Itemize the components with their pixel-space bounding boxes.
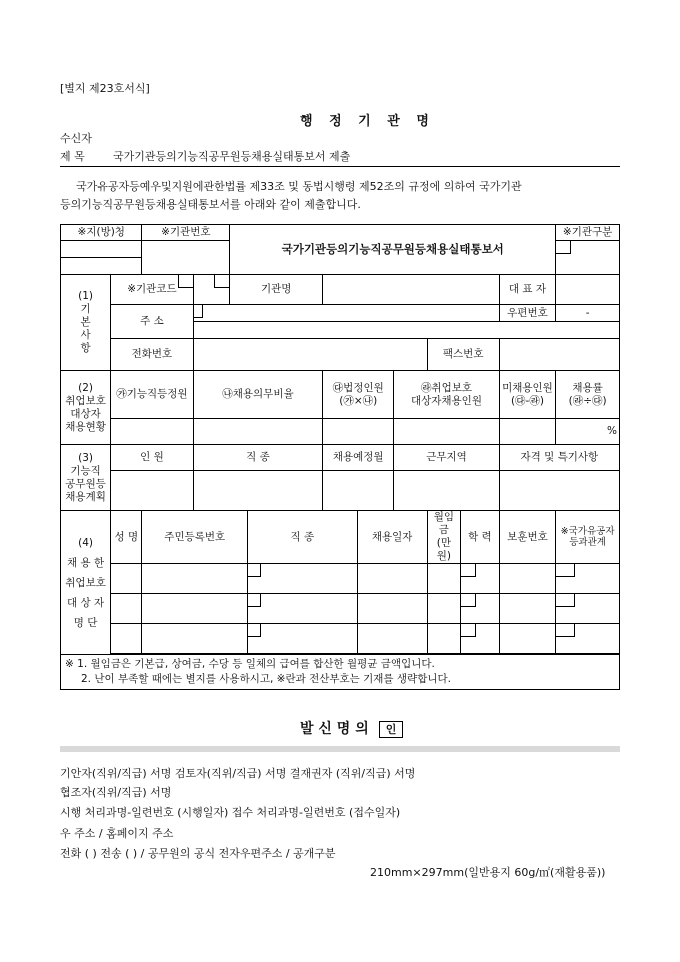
- region-input[interactable]: [61, 241, 142, 258]
- postal-input[interactable]: -: [556, 305, 620, 322]
- subject-text: 국가기관등의기능직공무원등채용실태통보서 제출: [113, 150, 351, 163]
- table-row[interactable]: [111, 624, 142, 654]
- legal-count-label: ㉰법정인원 (㉮×㉯): [323, 371, 394, 419]
- plan-job-label: 직 종: [193, 445, 323, 471]
- plan-region-label: 근무지역: [394, 445, 499, 471]
- hired-count-label: ㉱취업보호 대상자채용인원: [394, 371, 499, 419]
- recipient-label: 수신자: [60, 132, 92, 145]
- plan-count-label: 인 원: [111, 445, 194, 471]
- hire-date-label: 채용일자: [357, 511, 427, 564]
- section4-label: (4) 채 용 한 취업보호 대 상 자 명 단: [61, 511, 111, 655]
- fax-label: 팩스번호: [427, 339, 499, 371]
- sender-bar: [60, 746, 620, 752]
- representative-label: 대 표 자: [499, 275, 555, 305]
- footer-line1: 기안자(직위/직급) 서명 검토자(직위/직급) 서명 결재권자 (직위/직급) 서명: [60, 767, 416, 780]
- plan-region-input[interactable]: [394, 471, 499, 511]
- table-row[interactable]: [111, 594, 142, 624]
- plan-month-label: 채용예정월: [323, 445, 394, 471]
- region-input-lower[interactable]: [61, 258, 142, 275]
- ratio-label: ㉯채용의무비율: [193, 371, 323, 419]
- paper-spec: 210mm×297mm(일반용지 60g/㎡(재활용품)): [370, 866, 606, 879]
- form-number: [별지 제23호서식]: [60, 82, 150, 95]
- note-2: 2. 난이 부족할 때에는 별지를 사용하시고, ※란과 전산부호는 기재를 생략합니다.: [81, 673, 451, 685]
- section1-label: (1) 기 본 사 항: [61, 275, 111, 371]
- fax-input[interactable]: [499, 339, 619, 371]
- header-agency-no: ※기관번호: [142, 225, 230, 241]
- id-number-label: 주민등록번호: [142, 511, 248, 564]
- plan-month-input[interactable]: [323, 471, 394, 511]
- agency-type-input[interactable]: [556, 241, 620, 275]
- seal-box: 인: [379, 721, 404, 738]
- job-label: 직 종: [247, 511, 357, 564]
- quota-input[interactable]: [111, 419, 194, 445]
- subject-divider: [60, 166, 620, 167]
- hire-rate-input[interactable]: %: [556, 419, 620, 445]
- unhired-input[interactable]: [499, 419, 555, 445]
- unhired-label: 미채용인원 (㉰-㉱): [499, 371, 555, 419]
- address-input[interactable]: [193, 305, 499, 322]
- footer-line4: 우 주소 / 홈페이지 주소: [60, 827, 174, 840]
- hired-count-input[interactable]: [394, 419, 499, 445]
- postal-label: 우편번호: [499, 305, 555, 322]
- wage-label: 월임금 (만원): [427, 511, 460, 564]
- agency-name: 행 정 기 관 명: [300, 114, 435, 129]
- body-text-line2: 등의기능직공무원등채용실태통보서를 아래와 같이 제출합니다.: [60, 198, 361, 211]
- section2-label: (2) 취업보호 대상자 채용현황: [61, 371, 111, 445]
- legal-count-input[interactable]: [323, 419, 394, 445]
- sender-name: 발 신 명 의 인: [300, 718, 403, 738]
- agency-name-input[interactable]: [323, 275, 500, 305]
- plan-job-input[interactable]: [193, 471, 323, 511]
- phone-input[interactable]: [193, 339, 427, 371]
- agency-code-label: ※기관코드: [111, 275, 194, 305]
- name-label: 성 명: [111, 511, 142, 564]
- phone-label: 전화번호: [111, 339, 194, 371]
- ratio-input[interactable]: [193, 419, 323, 445]
- footer-line2: 협조자(직위/직급) 서명: [60, 786, 172, 799]
- footer-line3: 시행 처리과명-일련번호 (시행일자) 접수 처리과명-일련번호 (접수일자): [60, 806, 401, 819]
- header-agency-type: ※기관구분: [556, 225, 620, 241]
- subject-label: 제 목: [60, 150, 85, 163]
- header-region: ※지(방)청: [61, 225, 142, 241]
- report-table: [60, 224, 620, 690]
- address-input-lower[interactable]: [193, 322, 619, 339]
- plan-qual-label: 자격 및 특기사항: [499, 445, 619, 471]
- education-label: 학 력: [461, 511, 500, 564]
- veteran-no-label: 보훈번호: [499, 511, 555, 564]
- agency-no-input[interactable]: [142, 241, 230, 275]
- relation-label: ※국가유공자등과관계: [556, 511, 620, 564]
- table-row[interactable]: [111, 564, 142, 594]
- body-text-line1: 국가유공자등예우및지원에관한법률 제33조 및 동법시행령 제52조의 규정에 의하여 국가기관: [76, 180, 522, 193]
- quota-label: ㉮기능직등정원: [111, 371, 194, 419]
- address-label: 주 소: [111, 305, 194, 339]
- plan-qual-input[interactable]: [499, 471, 619, 511]
- hire-rate-label: 채용률 (㉱÷㉰): [556, 371, 620, 419]
- footer-line5: 전화 ( ) 전송 ( ) / 공무원의 공식 전자우편주소 / 공개구분: [60, 847, 336, 860]
- agency-code-input[interactable]: [193, 275, 230, 305]
- plan-count-input[interactable]: [111, 471, 194, 511]
- section3-label: (3) 기능직 공무원등 채용계획: [61, 445, 111, 511]
- note-1: ※ 1. 월임금은 기본급, 상여금, 수당 등 일체의 급여를 합산한 월평균 금액입니다.: [65, 658, 435, 670]
- header-title: 국가기관등의기능직공무원등채용실태통보서: [230, 225, 556, 275]
- representative-input[interactable]: [556, 275, 620, 305]
- agency-name-label: 기관명: [230, 275, 323, 305]
